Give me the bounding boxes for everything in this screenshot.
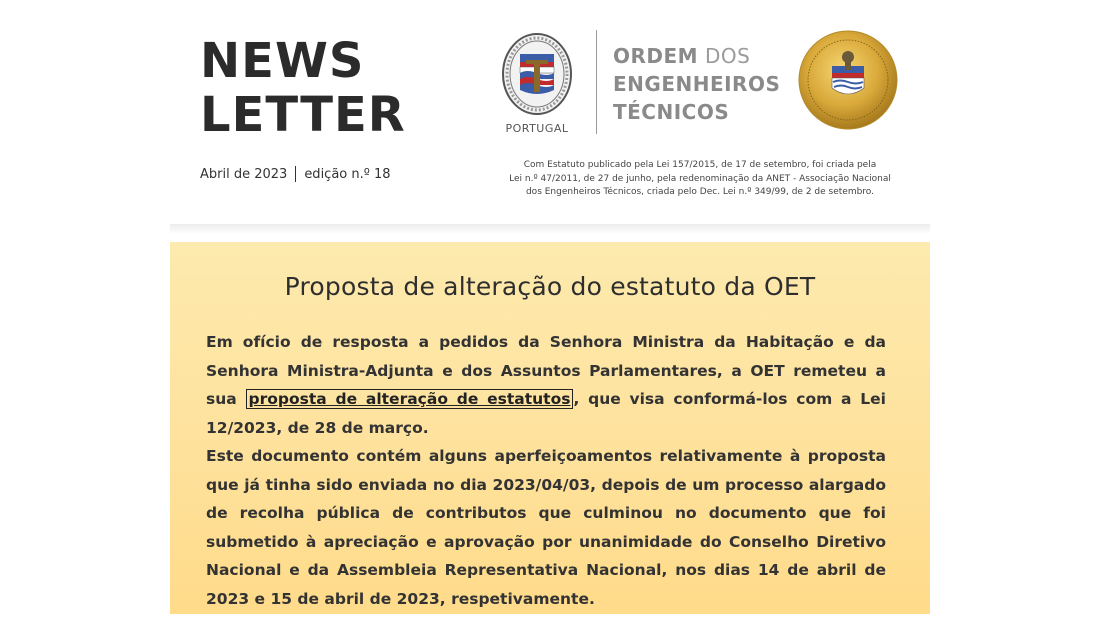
org-name-ordem: ORDEM [613,44,699,68]
title-line-news: NEWS [200,33,365,89]
paragraph-1-start: Em ofício de resposta a pedidos da Senhora Ministra da Habitação e da Senhora Ministra-Adjunta e dos Assuntos Parlamentares, a OET remeteu a sua [206,333,886,408]
title-line-letter: LETTER [200,87,406,143]
oet-seal-icon [500,32,574,136]
seal-country-label: PORTUGAL [505,122,569,135]
header-shadow [170,224,930,234]
article-paragraph-1 [206,328,886,442]
org-name-dos: DOS [704,44,751,68]
organization-name [613,42,780,126]
statute-line3: dos Engenheiros Técnicos, criada pelo Dec. Lei n.º 349/99, de 2 de setembro. [525,187,875,197]
edition-separator [295,166,296,182]
statute-note [500,159,900,200]
article-paragraph-2: Este documento contém alguns aperfeiçoamentos relativamente à proposta que já tinha sido enviada no dia 2023/04/03, depois de um processo alargado de recolha pública de contributos que culminou no documento que foi submetido à apreciação e aprovação por unanimidade do Conselho Diretivo Nacional e da Assembleia Representativa Nacional, nos dias 14 de abril de 2023 e 15 de abril de 2023, respetivamente. [206,447,886,608]
statute-proposal-link[interactable]: proposta de alteração de estatutos [246,389,574,409]
statute-line1: Com Estatuto publicado pela Lei 157/2015, de 17 de setembro, foi criada pela [523,160,877,170]
newsletter-header [170,0,930,228]
article-title: Proposta de alteração do estatuto da OET [284,272,816,301]
org-name-line3: TÉCNICOS [613,100,730,124]
edition-number: edição n.º 18 [304,166,391,182]
paragraph-1-end: , que visa conformá-los com a Lei 12/2023, de 28 de março. [206,390,886,437]
issue-date: Abril de 2023 [200,166,288,182]
article-panel [170,242,930,614]
gold-medal-icon [798,30,898,130]
article-body [206,328,886,613]
statute-line2: Lei n.º 47/2011, de 27 de junho, pela redenominação da ANET - Associação Nacional [509,173,891,184]
header-divider [596,30,597,134]
newsletter-title [200,34,406,142]
edition-info [200,166,391,182]
org-name-line2: ENGENHEIROS [613,72,781,96]
newsletter-page [170,0,930,619]
org-name-line1 [613,42,780,70]
